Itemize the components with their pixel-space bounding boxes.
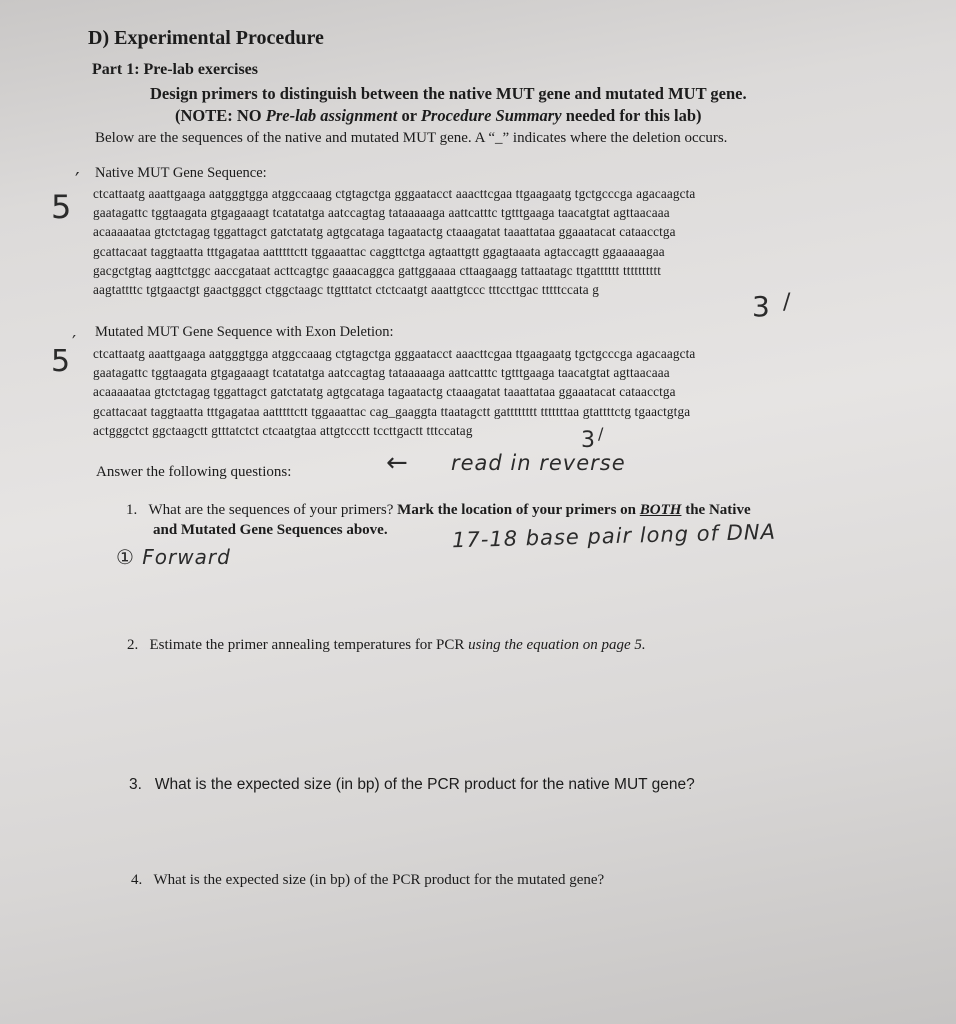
handwritten-arrow-icon: ← <box>386 448 409 478</box>
handwritten-three-native: 3 <box>752 290 771 323</box>
mutated-sequence-title: Mutated MUT Gene Sequence with Exon Deletion: <box>95 324 394 340</box>
mutated-sequence-line: ctcattaatg aaattgaaga aatgggtgga atggccaaag ctgtagctga gggaatacct aaacttcgaa ttgaagaatg tgctgcccga agacaagcta <box>93 346 696 361</box>
mutated-sequence-line: gcattacaat taggtaatta tttgagataa aatttttctt tggaaattac cag_gaaggta ttaatagctt gatttttttt tttttttaa gtattttctg tgaactgtga <box>93 403 691 419</box>
mutated-sequence-line: gaatagattc tggtaagata gtgagaaagt tcatatatga aatccagtag tataaaaaga aattcatttc tgtttgaaga taacatgtat agttaacaaa <box>93 365 670 381</box>
native-sequence-line: aagtattttc tgtgaactgt gaactgggct ctggctaagc ttgtttatct ctctcaatgt aaattgtccc tttccttgac tttttccata g <box>93 282 599 298</box>
native-sequence-line: acaaaaataa gtctctagag tggattagct gatctatatg agtgcataga tagaatactg ctaaagatat taaattataa ggaaatacat cataacctga <box>93 224 676 240</box>
section-title: D) Experimental Procedure <box>88 27 324 49</box>
handwritten-five-mutated: 5 <box>51 344 72 379</box>
native-sequence-line: gcattacaat taggtaatta tttgagataa aatttttctt tggaaattac caggttctga agtaattgtt ggagtaaata agtaccagtt ggaaaaagaa <box>93 243 665 259</box>
intro-text: Below are the sequences of the native and mutated MUT gene. A “_” indicates where the deletion occurs. <box>95 130 728 146</box>
handwritten-three-mutated: 3 <box>581 428 596 453</box>
handwritten-read-in-reverse: read in reverse <box>451 451 626 475</box>
handwritten-slash-mutated: / <box>598 424 605 443</box>
native-sequence <box>93 184 695 299</box>
answer-prompt: Answer the following questions: <box>96 464 292 480</box>
question-3: 3. What is the expected size (in bp) of the PCR product for the native MUT gene? <box>129 776 695 793</box>
question-4: 4. What is the expected size (in bp) of the PCR product for the mutated gene? <box>131 872 605 888</box>
question-2: 2. Estimate the primer annealing temperatures for PCR using the equation on page 5. <box>127 637 646 653</box>
design-instruction: Design primers to distinguish between the native MUT gene and mutated MUT gene. <box>150 84 747 103</box>
handwritten-slash-native: / <box>783 290 792 315</box>
handwritten-prime-mutated: ′ <box>72 332 78 353</box>
note-line: (NOTE: NO Pre-lab assignment or Procedure Summary needed for this lab) <box>175 106 702 125</box>
native-sequence-title: Native MUT Gene Sequence: <box>95 165 267 181</box>
native-sequence-line: gacgctgtag aagttctggc aaccgataat acttcagtgc gaaacaggca gattggaaaa cttaagaagg tattaatagc ttgatttttt tttttttttt <box>93 262 662 278</box>
handwritten-bp-note: 17-18 base pair long of DNA <box>451 519 777 553</box>
mutated-sequence-line: acaaaaataa gtctctagag tggattagct gatctatatg agtgcataga tagaatactg ctaaagatat taaattataa ggaaatacat cataacctga <box>93 384 676 400</box>
mutated-sequence <box>93 344 695 440</box>
handwritten-five-native: 5 <box>51 188 73 226</box>
mutated-sequence-line: actgggctct ggctaagctt gtttatctct ctcaatgtaa attgtccctt tccttgactt tttccatag <box>93 422 473 438</box>
question-1-line-2: and Mutated Gene Sequences above. <box>153 522 388 538</box>
native-sequence-line: gaatagattc tggtaagata gtgagaaagt tcatatatga aatccagtag tataaaaaga aattcatttc tgtttgaaga taacatgtat agttaacaaa <box>93 205 670 221</box>
handwritten-prime-native: ′ <box>75 168 81 192</box>
native-sequence-line: ctcattaatg aaattgaaga aatgggtgga atggccaaag ctgtagctga gggaatacct aaacttcgaa ttgaagaatg tgctgcccga agacaagcta <box>93 186 696 201</box>
handwritten-forward: ① Forward <box>116 545 231 569</box>
part-title: Part 1: Pre-lab exercises <box>92 61 259 78</box>
question-1: 1. What are the sequences of your primers? Mark the location of your primers on BOTH the Native <box>126 502 751 518</box>
